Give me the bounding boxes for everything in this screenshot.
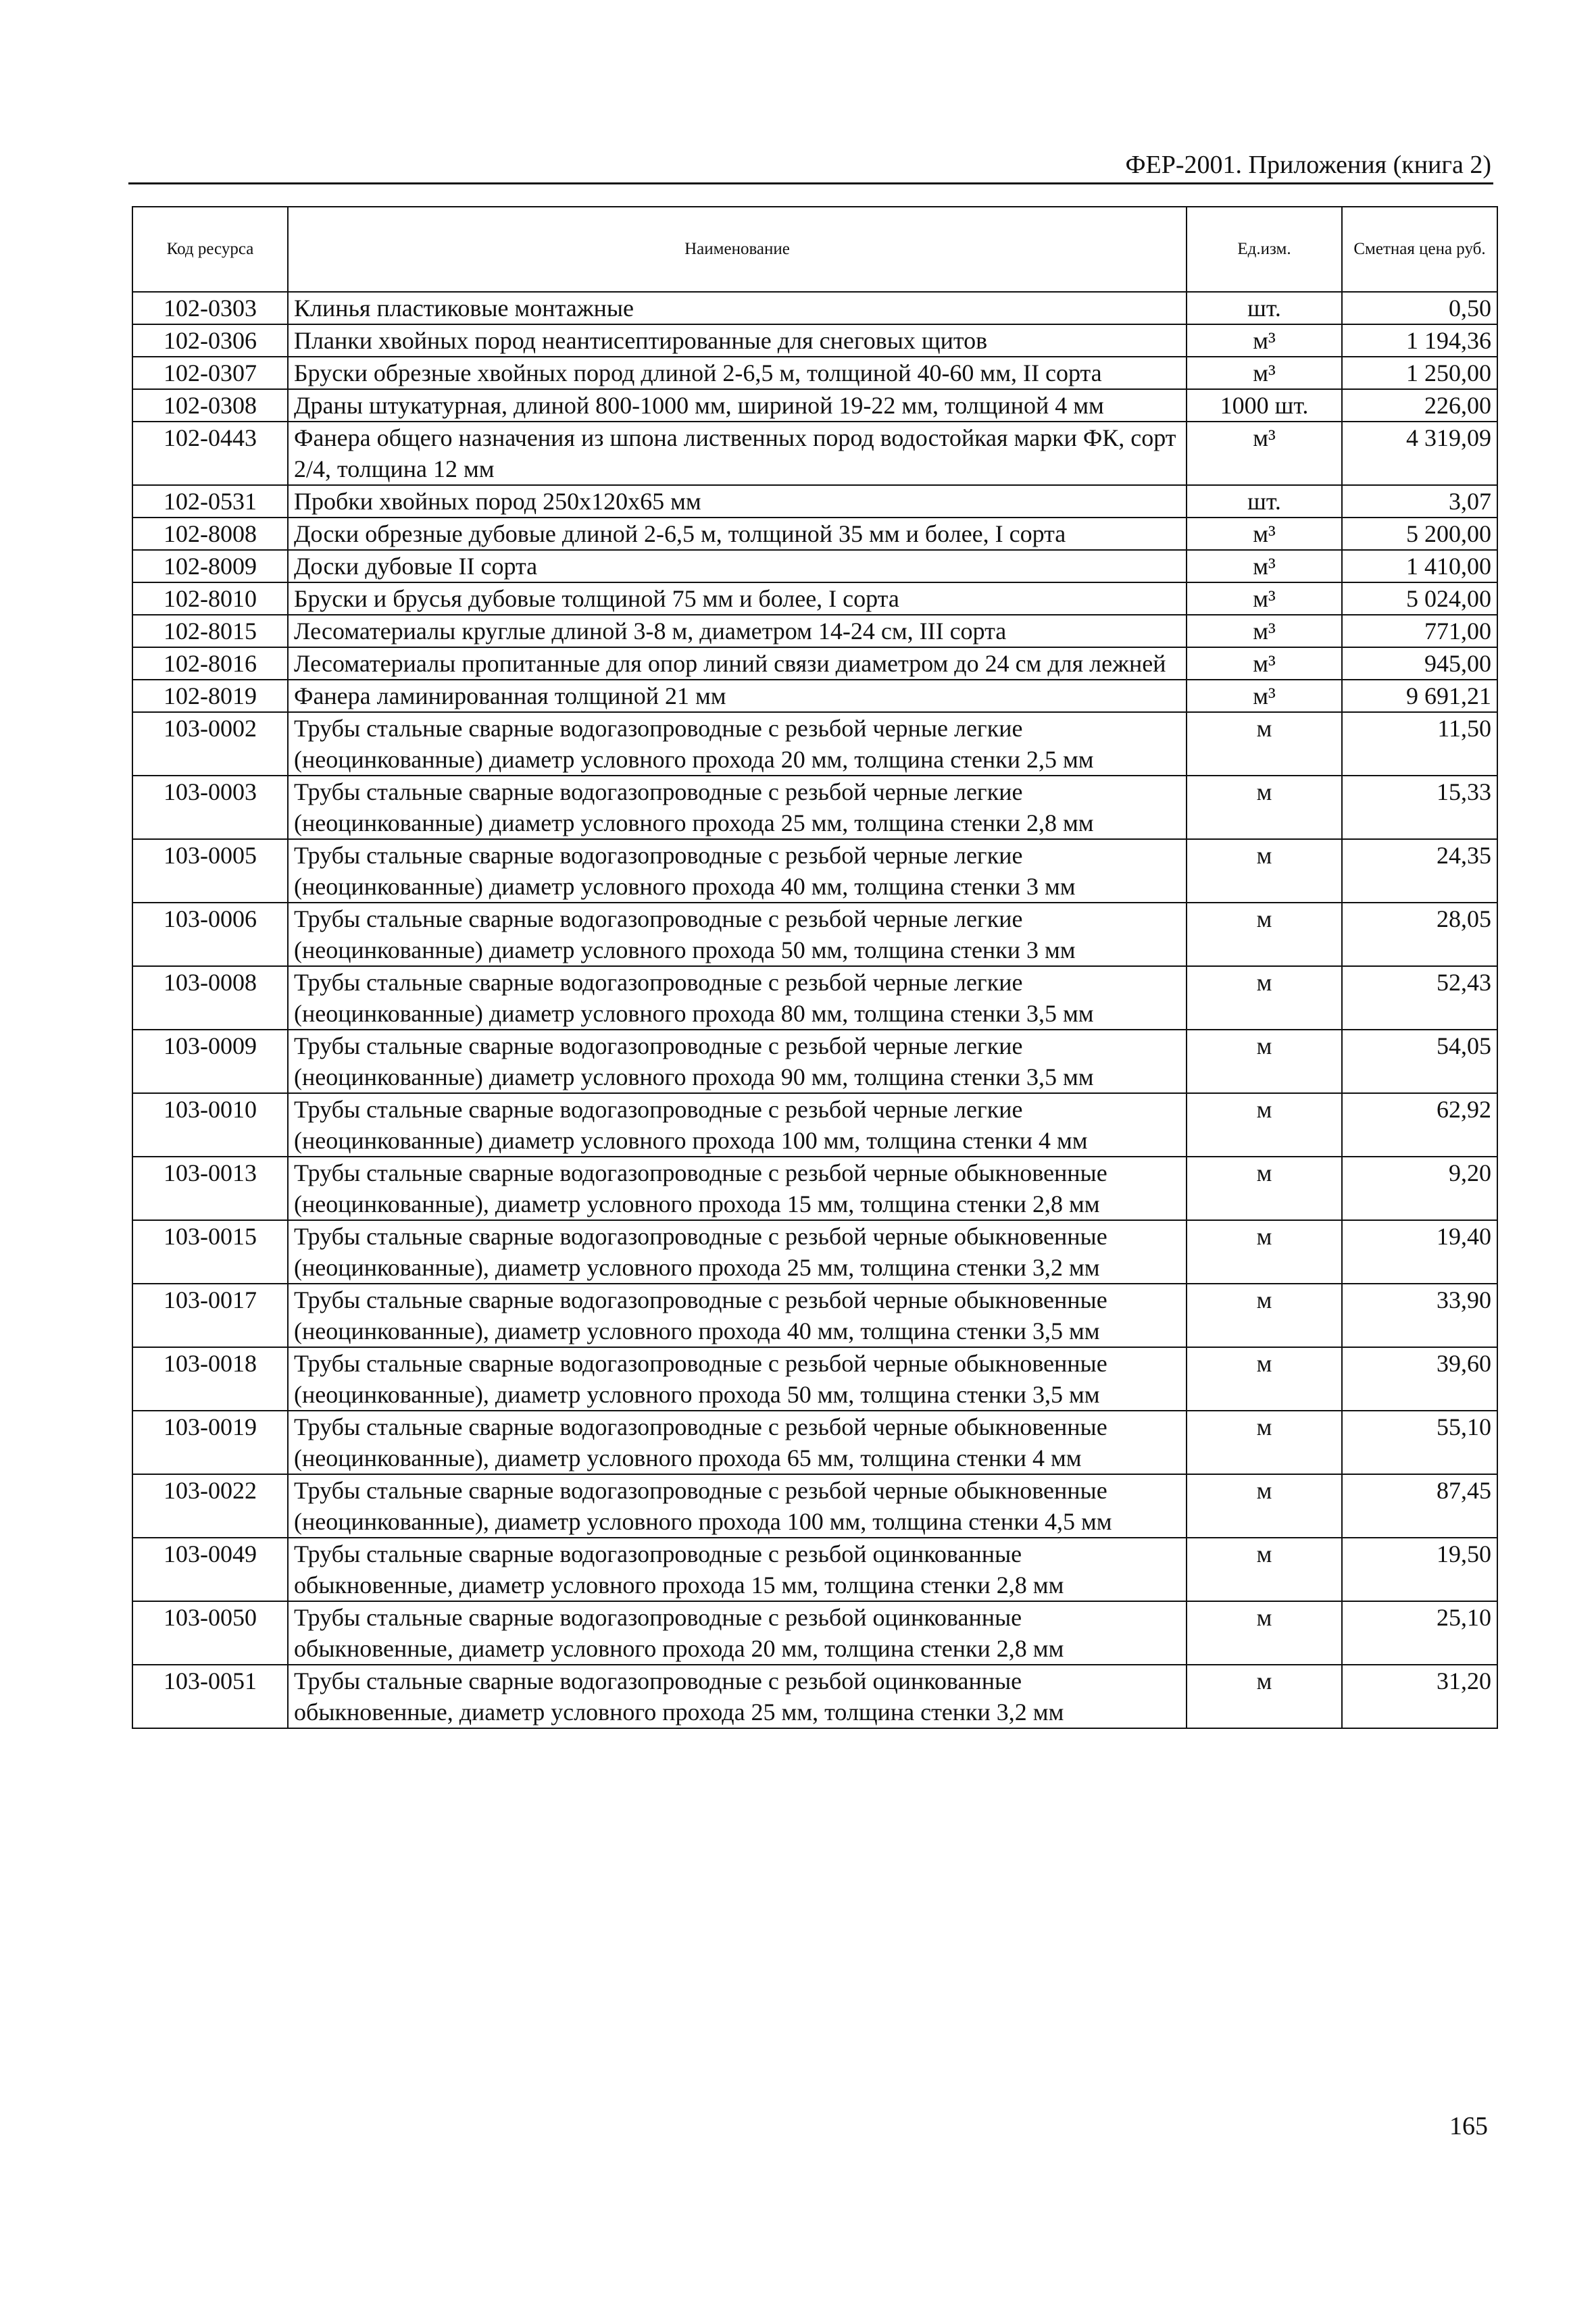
table-row bbox=[132, 1474, 1497, 1538]
cell-unit: м³ bbox=[1187, 518, 1342, 550]
cell-code: 102-0531 bbox=[132, 485, 288, 518]
table-row bbox=[132, 357, 1497, 389]
table-row bbox=[132, 1284, 1497, 1347]
cell-code: 103-0002 bbox=[132, 712, 288, 776]
cell-price: 33,90 bbox=[1342, 1284, 1497, 1347]
table-header-row bbox=[132, 207, 1497, 292]
cell-price: 55,10 bbox=[1342, 1411, 1497, 1474]
cell-price: 771,00 bbox=[1342, 615, 1497, 647]
table-row bbox=[132, 1030, 1497, 1093]
cell-code: 103-0019 bbox=[132, 1411, 288, 1474]
cell-price: 11,50 bbox=[1342, 712, 1497, 776]
table-row bbox=[132, 680, 1497, 712]
column-header-code: Код ресурса bbox=[132, 207, 288, 292]
table-row bbox=[132, 1157, 1497, 1220]
cell-name: Бруски и брусья дубовые толщиной 75 мм и более, I сорта bbox=[288, 582, 1187, 615]
cell-price: 945,00 bbox=[1342, 647, 1497, 680]
cell-price: 31,20 bbox=[1342, 1665, 1497, 1728]
cell-price: 19,40 bbox=[1342, 1220, 1497, 1284]
cell-code: 103-0051 bbox=[132, 1665, 288, 1728]
cell-name: Трубы стальные сварные водогазопроводные с резьбой оцинкованные обыкновенные, диаметр условного прохода 20 мм, толщина стенки 2,8 мм bbox=[288, 1601, 1187, 1665]
cell-unit: м³ bbox=[1187, 550, 1342, 582]
cell-code: 103-0005 bbox=[132, 839, 288, 903]
cell-code: 102-8009 bbox=[132, 550, 288, 582]
cell-unit: м³ bbox=[1187, 647, 1342, 680]
column-header-price: Сметная цена руб. bbox=[1342, 207, 1497, 292]
table-row bbox=[132, 839, 1497, 903]
cell-unit: м bbox=[1187, 839, 1342, 903]
table-row bbox=[132, 966, 1497, 1030]
cell-code: 103-0018 bbox=[132, 1347, 288, 1411]
resource-table bbox=[132, 206, 1498, 1729]
table-row bbox=[132, 1538, 1497, 1601]
table-row bbox=[132, 712, 1497, 776]
table-row bbox=[132, 776, 1497, 839]
cell-price: 1 410,00 bbox=[1342, 550, 1497, 582]
cell-price: 19,50 bbox=[1342, 1538, 1497, 1601]
cell-name: Трубы стальные сварные водогазопроводные с резьбой черные легкие (неоцинкованные) диаметр условного прохода 40 мм, толщина стенки 3 мм bbox=[288, 839, 1187, 903]
cell-unit: шт. bbox=[1187, 292, 1342, 324]
cell-unit: м³ bbox=[1187, 324, 1342, 357]
table-row bbox=[132, 1411, 1497, 1474]
cell-code: 102-0303 bbox=[132, 292, 288, 324]
cell-unit: м bbox=[1187, 1474, 1342, 1538]
cell-name: Трубы стальные сварные водогазопроводные с резьбой черные обыкновенные (неоцинкованные), диаметр условного прохода 50 мм, толщина стенки 3,5 мм bbox=[288, 1347, 1187, 1411]
cell-code: 103-0010 bbox=[132, 1093, 288, 1157]
cell-name: Трубы стальные сварные водогазопроводные с резьбой черные легкие (неоцинкованные) диаметр условного прохода 50 мм, толщина стенки 3 мм bbox=[288, 903, 1187, 966]
cell-price: 87,45 bbox=[1342, 1474, 1497, 1538]
cell-price: 0,50 bbox=[1342, 292, 1497, 324]
table-row bbox=[132, 518, 1497, 550]
cell-unit: м³ bbox=[1187, 357, 1342, 389]
cell-price: 62,92 bbox=[1342, 1093, 1497, 1157]
cell-price: 9,20 bbox=[1342, 1157, 1497, 1220]
cell-unit: м bbox=[1187, 712, 1342, 776]
cell-name: Планки хвойных пород неантисептированные для снеговых щитов bbox=[288, 324, 1187, 357]
cell-code: 103-0003 bbox=[132, 776, 288, 839]
cell-name: Трубы стальные сварные водогазопроводные с резьбой оцинкованные обыкновенные, диаметр условного прохода 15 мм, толщина стенки 2,8 мм bbox=[288, 1538, 1187, 1601]
cell-name: Трубы стальные сварные водогазопроводные с резьбой черные легкие (неоцинкованные) диаметр условного прохода 80 мм, толщина стенки 3,5 мм bbox=[288, 966, 1187, 1030]
page-number: 165 bbox=[1449, 2112, 1488, 2140]
cell-name: Доски обрезные дубовые длиной 2-6,5 м, толщиной 35 мм и более, I сорта bbox=[288, 518, 1187, 550]
cell-unit: м bbox=[1187, 1284, 1342, 1347]
cell-code: 102-0306 bbox=[132, 324, 288, 357]
cell-name: Пробки хвойных пород 250х120х65 мм bbox=[288, 485, 1187, 518]
cell-price: 4 319,09 bbox=[1342, 422, 1497, 485]
cell-name: Трубы стальные сварные водогазопроводные с резьбой черные обыкновенные (неоцинкованные), диаметр условного прохода 65 мм, толщина стенки 4 мм bbox=[288, 1411, 1187, 1474]
cell-price: 1 194,36 bbox=[1342, 324, 1497, 357]
cell-code: 102-0443 bbox=[132, 422, 288, 485]
cell-price: 5 200,00 bbox=[1342, 518, 1497, 550]
cell-unit: м bbox=[1187, 1665, 1342, 1728]
cell-name: Трубы стальные сварные водогазопроводные с резьбой черные обыкновенные (неоцинкованные), диаметр условного прохода 25 мм, толщина стенки 3,2 мм bbox=[288, 1220, 1187, 1284]
cell-name: Клинья пластиковые монтажные bbox=[288, 292, 1187, 324]
table-row bbox=[132, 1093, 1497, 1157]
table-row bbox=[132, 550, 1497, 582]
cell-unit: м bbox=[1187, 1093, 1342, 1157]
page-header-title: ФЕР-2001. Приложения (книга 2) bbox=[1125, 151, 1491, 179]
cell-name: Трубы стальные сварные водогазопроводные с резьбой оцинкованные обыкновенные, диаметр условного прохода 25 мм, толщина стенки 3,2 мм bbox=[288, 1665, 1187, 1728]
cell-name: Трубы стальные сварные водогазопроводные с резьбой черные легкие (неоцинкованные) диаметр условного прохода 25 мм, толщина стенки 2,8 мм bbox=[288, 776, 1187, 839]
cell-code: 102-8008 bbox=[132, 518, 288, 550]
table-row bbox=[132, 324, 1497, 357]
cell-code: 103-0049 bbox=[132, 1538, 288, 1601]
cell-code: 103-0008 bbox=[132, 966, 288, 1030]
table-body bbox=[132, 292, 1497, 1728]
cell-code: 103-0009 bbox=[132, 1030, 288, 1093]
table-row bbox=[132, 1220, 1497, 1284]
cell-code: 103-0015 bbox=[132, 1220, 288, 1284]
cell-price: 226,00 bbox=[1342, 389, 1497, 422]
cell-unit: м bbox=[1187, 1157, 1342, 1220]
table-row bbox=[132, 647, 1497, 680]
cell-code: 103-0006 bbox=[132, 903, 288, 966]
cell-unit: м bbox=[1187, 966, 1342, 1030]
table-row bbox=[132, 1347, 1497, 1411]
cell-code: 102-0307 bbox=[132, 357, 288, 389]
cell-price: 15,33 bbox=[1342, 776, 1497, 839]
cell-name: Фанера общего назначения из шпона лиственных пород водостойкая марки ФК, сорт 2/4, толщина 12 мм bbox=[288, 422, 1187, 485]
cell-unit: м bbox=[1187, 1220, 1342, 1284]
cell-unit: шт. bbox=[1187, 485, 1342, 518]
cell-code: 102-0308 bbox=[132, 389, 288, 422]
cell-price: 3,07 bbox=[1342, 485, 1497, 518]
cell-name: Трубы стальные сварные водогазопроводные с резьбой черные легкие (неоцинкованные) диаметр условного прохода 90 мм, толщина стенки 3,5 мм bbox=[288, 1030, 1187, 1093]
cell-price: 54,05 bbox=[1342, 1030, 1497, 1093]
cell-unit: м³ bbox=[1187, 422, 1342, 485]
cell-unit: м bbox=[1187, 1538, 1342, 1601]
cell-code: 103-0022 bbox=[132, 1474, 288, 1538]
cell-price: 52,43 bbox=[1342, 966, 1497, 1030]
table-row bbox=[132, 582, 1497, 615]
cell-name: Трубы стальные сварные водогазопроводные с резьбой черные обыкновенные (неоцинкованные), диаметр условного прохода 40 мм, толщина стенки 3,5 мм bbox=[288, 1284, 1187, 1347]
column-header-unit: Ед.изм. bbox=[1187, 207, 1342, 292]
cell-code: 102-8010 bbox=[132, 582, 288, 615]
cell-unit: м bbox=[1187, 1411, 1342, 1474]
cell-price: 5 024,00 bbox=[1342, 582, 1497, 615]
cell-unit: м bbox=[1187, 1030, 1342, 1093]
cell-name: Драны штукатурная, длиной 800-1000 мм, шириной 19-22 мм, толщиной 4 мм bbox=[288, 389, 1187, 422]
table-row bbox=[132, 292, 1497, 324]
cell-unit: м bbox=[1187, 1347, 1342, 1411]
header-rule bbox=[128, 182, 1493, 184]
cell-name: Лесоматериалы круглые длиной 3-8 м, диаметром 14-24 см, III сорта bbox=[288, 615, 1187, 647]
cell-code: 102-8016 bbox=[132, 647, 288, 680]
cell-price: 39,60 bbox=[1342, 1347, 1497, 1411]
cell-name: Фанера ламинированная толщиной 21 мм bbox=[288, 680, 1187, 712]
cell-code: 102-8015 bbox=[132, 615, 288, 647]
cell-price: 9 691,21 bbox=[1342, 680, 1497, 712]
table-row bbox=[132, 485, 1497, 518]
cell-code: 103-0050 bbox=[132, 1601, 288, 1665]
table-row bbox=[132, 1665, 1497, 1728]
cell-unit: м³ bbox=[1187, 680, 1342, 712]
table-row bbox=[132, 1601, 1497, 1665]
cell-name: Бруски обрезные хвойных пород длиной 2-6,5 м, толщиной 40-60 мм, II сорта bbox=[288, 357, 1187, 389]
cell-code: 102-8019 bbox=[132, 680, 288, 712]
cell-name: Трубы стальные сварные водогазопроводные с резьбой черные легкие (неоцинкованные) диаметр условного прохода 20 мм, толщина стенки 2,5 мм bbox=[288, 712, 1187, 776]
cell-unit: м bbox=[1187, 1601, 1342, 1665]
table-row bbox=[132, 389, 1497, 422]
cell-name: Трубы стальные сварные водогазопроводные с резьбой черные обыкновенные (неоцинкованные), диаметр условного прохода 100 мм, толщина стенки 4,5 мм bbox=[288, 1474, 1187, 1538]
cell-name: Лесоматериалы пропитанные для опор линий связи диаметром до 24 см для лежней bbox=[288, 647, 1187, 680]
cell-unit: м³ bbox=[1187, 615, 1342, 647]
cell-price: 25,10 bbox=[1342, 1601, 1497, 1665]
cell-unit: м bbox=[1187, 776, 1342, 839]
table-row bbox=[132, 422, 1497, 485]
column-header-name: Наименование bbox=[288, 207, 1187, 292]
cell-unit: м bbox=[1187, 903, 1342, 966]
cell-price: 24,35 bbox=[1342, 839, 1497, 903]
cell-code: 103-0013 bbox=[132, 1157, 288, 1220]
cell-name: Трубы стальные сварные водогазопроводные с резьбой черные обыкновенные (неоцинкованные), диаметр условного прохода 15 мм, толщина стенки 2,8 мм bbox=[288, 1157, 1187, 1220]
cell-code: 103-0017 bbox=[132, 1284, 288, 1347]
table-row bbox=[132, 903, 1497, 966]
cell-price: 28,05 bbox=[1342, 903, 1497, 966]
cell-name: Доски дубовые II сорта bbox=[288, 550, 1187, 582]
cell-name: Трубы стальные сварные водогазопроводные с резьбой черные легкие (неоцинкованные) диаметр условного прохода 100 мм, толщина стенки 4 мм bbox=[288, 1093, 1187, 1157]
cell-unit: 1000 шт. bbox=[1187, 389, 1342, 422]
cell-unit: м³ bbox=[1187, 582, 1342, 615]
table-row bbox=[132, 615, 1497, 647]
cell-price: 1 250,00 bbox=[1342, 357, 1497, 389]
